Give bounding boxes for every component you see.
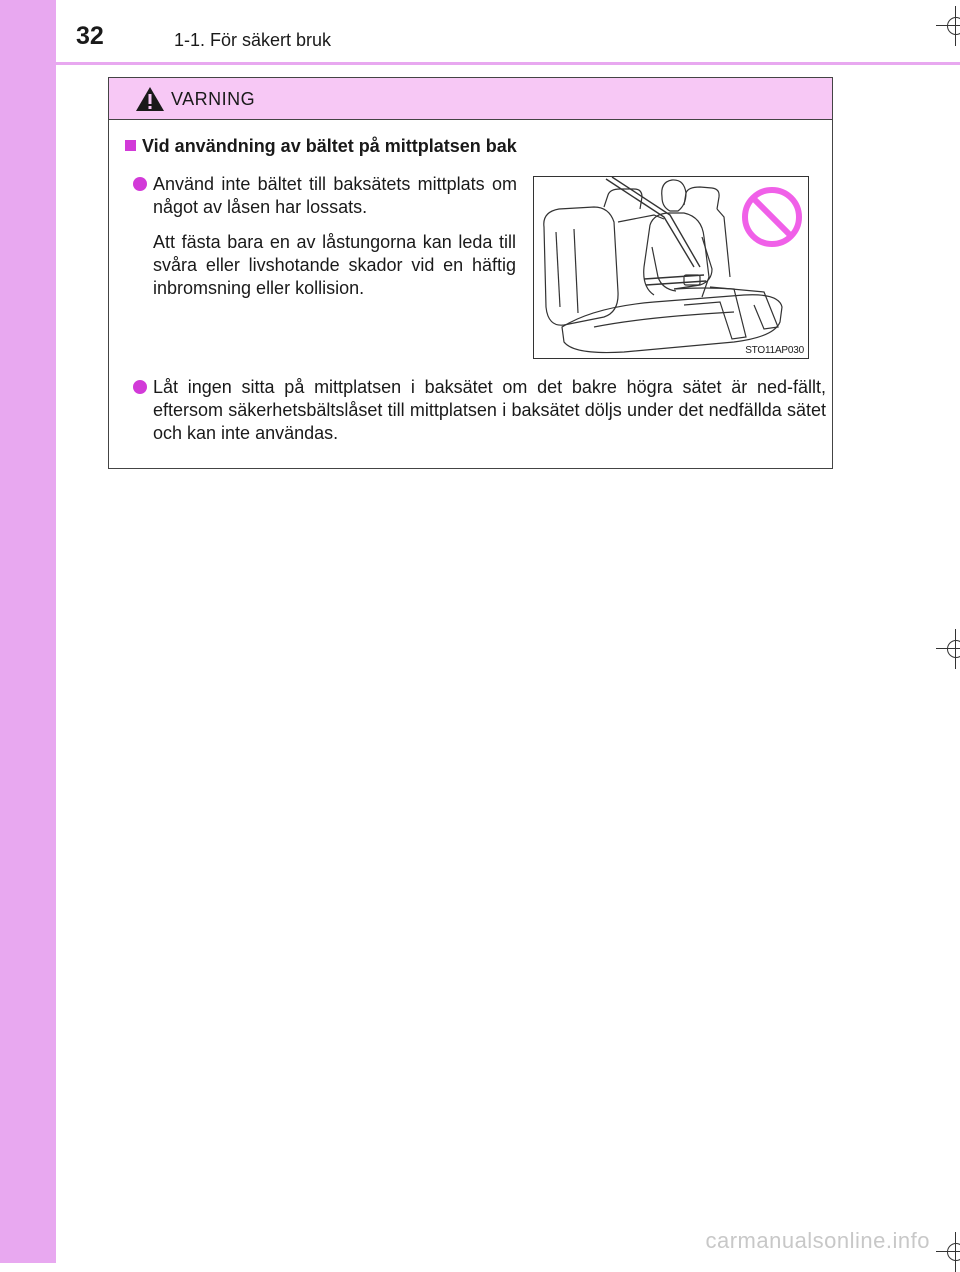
seatbelt-illustration — [533, 176, 809, 359]
bullet-item — [133, 173, 517, 219]
bullet-item — [133, 376, 826, 445]
bullet-text: Använd inte bältet till baksätets mittplats om något av låsen har lossats. — [153, 174, 517, 217]
warning-box — [108, 77, 833, 469]
side-tab-bar — [0, 0, 56, 1263]
figure-code: STO11AP030 — [745, 345, 804, 356]
bullet-text: Låt ingen sitta på mittplatsen i baksätet om det bakre högra sätet är ned-fällt, eftersom säkerhetsbältslåset till mittplatsen i baksätet döljs under det nedfällda sätet och kan inte användas. — [153, 377, 826, 443]
watermark: carmanualsonline.info — [705, 1228, 930, 1253]
warning-header — [109, 78, 832, 120]
square-bullet-icon — [125, 140, 136, 151]
warning-subheading — [125, 136, 517, 157]
section-title: 1-1. För säkert bruk — [174, 30, 332, 50]
bullet-dot-icon — [133, 177, 147, 191]
page-number: 32 — [76, 22, 104, 50]
warning-title: VARNING — [171, 89, 256, 109]
crop-mark-icon — [936, 1232, 960, 1272]
bullet-dot-icon — [133, 380, 147, 394]
warning-triangle-icon — [135, 86, 165, 112]
crop-mark-icon — [936, 6, 960, 46]
header-divider — [56, 62, 960, 65]
rear-seat-illustration-icon — [534, 177, 809, 359]
subheading-text: Vid användning av bältet på mittplatsen bak — [142, 136, 517, 156]
bullet-note: Att fästa bara en av låstungorna kan leda till svåra eller livshotande skador vid en häftig inbromsning eller kollision. — [153, 232, 516, 298]
crop-mark-icon — [936, 629, 960, 669]
